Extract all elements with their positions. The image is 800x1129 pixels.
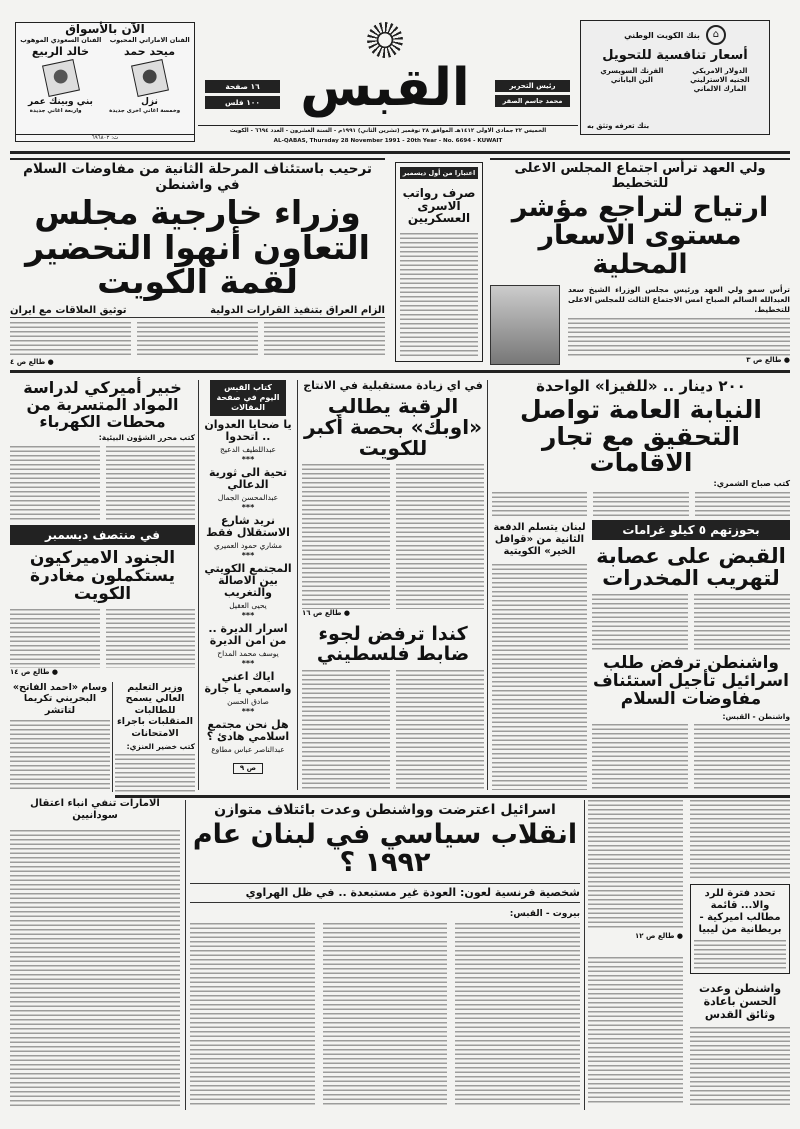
separator: *** [241, 502, 255, 512]
column-rule [198, 380, 199, 790]
editor-name: محمد جاسم الصقر [495, 95, 570, 107]
body-text [302, 464, 390, 609]
story-lebanon-continued [588, 800, 683, 1105]
headline: وزير التعليم العالي يسمح للطالبات المتقلبات باجراء الامتحانات [116, 682, 194, 739]
body-text [695, 492, 790, 516]
continued-link[interactable]: ● طالع ص ١٤ [10, 667, 59, 676]
story-libya [690, 884, 790, 974]
album-cover-image [131, 59, 169, 97]
article-listing[interactable] [202, 563, 294, 620]
article-title: اسرار الديرة .. من امن الديرة [208, 621, 288, 647]
photo-crown-prince [490, 285, 560, 365]
album-title: بني وبينك عمر [28, 96, 93, 107]
column-rule [584, 800, 585, 1110]
currency-item: المارك الالماني [693, 84, 747, 93]
body-text [400, 233, 478, 357]
body-text [190, 923, 315, 1107]
headline: وزراء خارجية مجلس التعاون أنهوا التحضير لقمة الكويت [25, 193, 370, 302]
article-listing[interactable] [202, 671, 294, 716]
body-text [10, 830, 180, 1106]
article-listing[interactable] [202, 467, 294, 512]
bank-ad [580, 20, 770, 135]
continued-link[interactable]: ● طالع ص ٤ [10, 357, 54, 366]
byline: كتب صباح الشمري: [713, 479, 790, 488]
kicker: ولي العهد ترأس اجتماع المجلس الاعلى للتخطيط [514, 161, 766, 191]
article-author: يحيى العقيل [229, 601, 267, 611]
headline: كندا ترفض لجوء ضابط فلسطيني [316, 623, 470, 665]
column-rule [487, 380, 488, 790]
ad-title: الآن بالأسواق [65, 22, 145, 36]
body-text [106, 609, 196, 668]
body-text [592, 724, 688, 790]
currency-item: الدولار الامريكي [692, 66, 748, 75]
article-title: تحية الى ثورية الدعالي [208, 465, 288, 492]
column-rule [297, 380, 298, 790]
artist-label: الفنان السعودي الموهوب [20, 35, 102, 44]
story-uae [10, 798, 180, 1106]
article-title: هل نحن مجتمع اسلامي هادئ ؟ [206, 717, 290, 743]
body-text [492, 492, 587, 516]
divider [10, 158, 385, 160]
body-text [568, 318, 790, 356]
currency-item: الفرنك السويسري [600, 66, 664, 75]
separator: *** [241, 454, 255, 464]
article-listing[interactable] [202, 419, 294, 464]
story-visa [492, 378, 790, 516]
body-text [588, 957, 683, 1105]
body-text [694, 594, 790, 650]
ad-note: واربعة اغاني جديدة [29, 108, 82, 115]
page-count: ١٦ صفحة [205, 80, 280, 93]
headline: تحدد فترة للرد والا... قائمة مطالب اميركية - بريطانية من ليبيا [698, 888, 782, 935]
editor-label: رئيس التحرير [495, 80, 570, 92]
article-title: نريد شارع الاستقلال فقط [206, 513, 290, 539]
story-education [115, 682, 195, 792]
bank-logo-icon: ⌂ [706, 25, 726, 45]
divider [490, 158, 790, 160]
byline: كتب محرر الشؤون البيئية: [98, 433, 195, 443]
headline: لبنان يتسلم الدفعة الثانية من «قوافل الخير» الكويتية [493, 522, 586, 557]
tag: اعتبارا من أول ديسمبر [400, 167, 478, 179]
body-text [593, 492, 688, 516]
story-lebanon [190, 802, 580, 1107]
body-text [137, 322, 258, 358]
headline: واشنطن وعدت الحسن باعادة وثائق القدس [698, 982, 782, 1022]
story-expert [10, 380, 195, 520]
headline: الجنود الاميركيون يستكملون مغادرة الكويت [29, 548, 176, 604]
body-text [455, 923, 580, 1107]
body-text [694, 724, 790, 790]
subhead: الزام العراق بتنفيذ القرارات الدولية [210, 304, 385, 316]
headline: الامارات تنفي انباء اعتقال سودانيين [30, 798, 160, 821]
date-line-english: AL-QABAS, Thursday 28 November 1991 - 20th Year - No. 6694 - KUWAIT [273, 137, 503, 144]
separator: *** [241, 550, 255, 560]
byline: بيروت - القبس: [509, 909, 580, 920]
date-lines [198, 125, 578, 146]
bank-ad-footer: بنك تعرفه وتثق به [587, 122, 650, 130]
box-salaries [395, 162, 483, 362]
body-text [690, 1027, 790, 1105]
body-text [592, 594, 688, 650]
body-text [492, 564, 587, 790]
divider [115, 795, 790, 798]
body-text [396, 464, 484, 609]
body-text [588, 800, 683, 930]
story-prices [490, 162, 790, 365]
body-text [115, 754, 195, 792]
ad-note: وخمسة اغاني اخرى جديدة [109, 108, 181, 115]
headline: صرف رواتب الاسرى العسكريين [402, 186, 476, 226]
kicker: ٢٠٠ دينار .. «للفيزا» الواحدة [536, 377, 746, 395]
body-text [694, 940, 786, 970]
article-author: مشاري حمود العميري [213, 541, 283, 551]
banner: في منتصف ديسمبر [10, 525, 195, 545]
headline: خبير أميركي لدراسة المواد المتسربة من محطات الكهرباء [23, 378, 182, 431]
logo-text: القبس [300, 58, 470, 118]
article-author: يوسف محمد المداح [217, 649, 279, 659]
headline: انقلاب سياسي في لبنان عام ١٩٩٢ ؟ [192, 819, 578, 879]
story-drugs [592, 520, 790, 650]
banner: بحوزتهم ٥ كيلو غرامات [592, 520, 790, 540]
headline: وسام «احمد الفاتح» البحريني تكريما لتاتشر [12, 682, 108, 716]
currency-item: الين الياباني [610, 75, 653, 84]
currency-item: الجنيه الاسترليني [690, 75, 750, 84]
subhead: توثيق العلاقات مع ايران [10, 304, 127, 316]
album-cover-image [42, 59, 80, 97]
sunburst-emblem-icon [367, 22, 403, 58]
body-text [690, 800, 790, 878]
headline: القبض على عصابة لتهريب المخدرات [596, 544, 786, 591]
box-title: كتاب القبس اليوم في صفحة المقالات [210, 380, 286, 416]
story-washington [592, 655, 790, 790]
music-ad [15, 22, 195, 142]
price: ١٠٠ فلس [205, 96, 280, 109]
continued-link[interactable]: ص ٩ [233, 763, 263, 774]
headline: واشنطن ترفض طلب اسرائيل تأجيل استئناف مفاوضات السلام [593, 653, 789, 709]
bank-ad-title: أسعار تنافسية للتحويل [602, 48, 748, 63]
artist-label: الفنان الاماراتي المحبوب [109, 35, 190, 44]
body-text [10, 446, 100, 520]
articles-box [202, 380, 294, 774]
editor-box [495, 80, 570, 107]
byline: واشنطن - القبس: [722, 711, 790, 721]
body-text [302, 670, 390, 790]
column-rule [185, 800, 186, 1110]
article-author: صادق الحسن [227, 696, 269, 706]
headline: الرقبة يطالب «اوبك» بحصة أكبر للكويت [303, 393, 483, 460]
article-author: عبدالمحسن الجمال [217, 493, 279, 503]
masthead-rule [10, 151, 790, 154]
story-lebanon-aid [492, 522, 587, 790]
body-text [323, 923, 448, 1107]
byline: كتب خضير العنزي: [126, 741, 195, 751]
separator: *** [241, 658, 255, 668]
body-text [10, 609, 100, 668]
story-gcc [10, 162, 385, 367]
story-troops [10, 525, 195, 677]
column-rule [112, 682, 113, 792]
kicker: ترحيب باستئناف المرحلة الثانية من مفاوضات السلام في واشنطن [23, 161, 372, 193]
continued-link[interactable]: ● طالع ص ١٦ [302, 608, 351, 617]
body-text [10, 720, 110, 792]
continued-link[interactable]: ● طالع ص ٣ [746, 355, 790, 364]
right-column [690, 800, 790, 1105]
story-canada [302, 625, 484, 790]
divider [10, 370, 790, 373]
story-jerusalem [690, 982, 790, 1105]
separator: *** [241, 706, 255, 716]
article-listing[interactable] [202, 719, 294, 755]
article-title: المجتمع الكويتي بين الاصالة والتغريب [204, 561, 292, 599]
kicker: في اي زيادة مستقبلية في الانتاج [303, 379, 483, 392]
masthead-logo [300, 22, 470, 122]
artist-name: ميحد حمد [123, 45, 176, 59]
article-title: يا ضحايا العدوان .. اتحدوا [204, 418, 292, 444]
body-text [396, 670, 484, 790]
article-author: عبدالناصر عباس مطاوع [211, 744, 285, 754]
article-listing[interactable] [202, 515, 294, 560]
article-listing[interactable] [202, 623, 294, 668]
artist-name: خالد الربيع [31, 45, 90, 59]
ad-phone: ت: ٦٩٦٨٠٢ [16, 134, 194, 141]
story-opec [302, 380, 484, 618]
kicker: اسرائيل اعترضت وواشنطن وعدت بائتلاف متوازن [214, 802, 556, 818]
date-line-arabic: الخميس ٢٢ جمادى الاولى ١٤١٢هـ الموافق ٢٨ نوفمبر (تشرين الثاني) ١٩٩١م - السنة العشرون - العدد ٦٦٩٤ - الكويت [229, 128, 547, 134]
subhead: شخصية فرنسية لعون: العودة غير مستبعدة .. في ظل الهراوي [190, 883, 580, 903]
continued-link[interactable]: ● طالع ص ١٢ [634, 932, 683, 940]
body-text [106, 446, 196, 520]
album-title: نزل [141, 96, 158, 107]
bank-name: بنك الكويت الوطني [624, 30, 700, 40]
body-text [264, 322, 385, 358]
body-text [10, 322, 131, 358]
separator: *** [241, 610, 255, 620]
article-title: اياك اعني واسمعي يا جارة [204, 669, 292, 695]
price-box [205, 80, 280, 109]
lead-text: ترأس سمو ولي العهد ورئيس مجلس الوزراء الشيخ سعد العبدالله السالم الصباح امس الاجتماع الثالث للمجلس الاعلى للتخطيط. [568, 284, 790, 315]
story-medal [10, 682, 110, 792]
headline: ارتياح لتراجع مؤشر مستوى الاسعار المحلية [511, 191, 769, 280]
headline: النيابة العامة تواصل التحقيق مع تجار الاقامات [520, 395, 762, 477]
article-author: عبداللطيف الدعيج [220, 445, 276, 455]
